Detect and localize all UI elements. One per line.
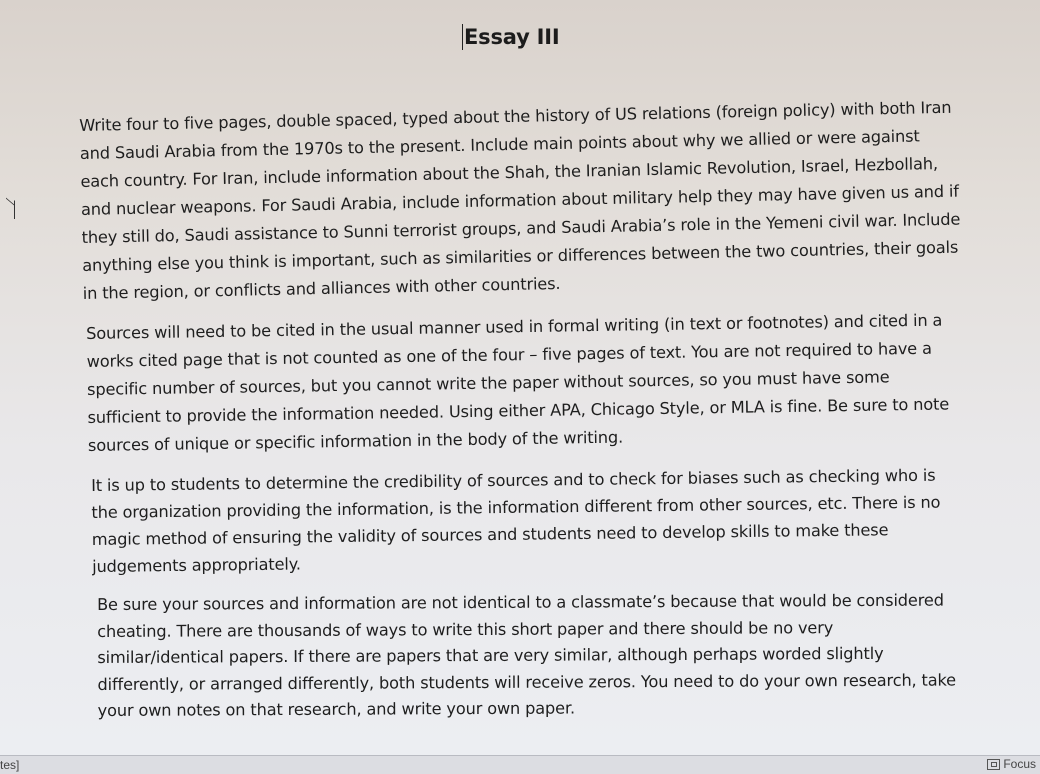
- paragraph-sources: Sources will need to be cited in the usual manner used in formal writing (in text or footnotes) and cited in a works cited page that is not counted as one of the four – five pages of text. You are not required to have a specific number of sources, but you cannot write the paper without sources, so you must have some sufficient to provide the information needed. Using either APA, Chicago Style, or MLA is fine. Be sure to note sources of unique or specific information in the body of the writing.: [86, 310, 950, 455]
- status-bar: [0, 755, 1040, 774]
- margin-bracket-icon: [6, 200, 15, 219]
- paragraph-credibility: It is up to students to determine the credibility of sources and to check for biases such as checking who is the organization providing the information, is the information different from other sources, etc. There is no magic method of ensuring the validity of sources and students need to develop skills to make these judgements appropriately.: [91, 465, 941, 576]
- focus-icon: [987, 759, 1000, 770]
- focus-mode-button[interactable]: [987, 757, 1036, 771]
- paragraph-cheating: Be sure your sources and information are not identical to a classmate’s because that would be considered cheating. There are thousands of ways to write this short paper and there should be no very similar/identical papers. If there are papers that are very similar, although perhaps worded slightly differently, or arranged differently, both students will receive zeros. You need to do your own research, take your own notes on that research, and write your own paper.: [97, 590, 956, 720]
- focus-label: Focus: [1003, 757, 1036, 771]
- page-title: Essay III: [464, 25, 560, 49]
- paragraph-assignment: Write four to five pages, double spaced, typed about the history of US relations (foreign policy) with both Iran and Saudi Arabia from the 1970s to the present. Include main points about why we allied or were against each country. For Iran, include information about the Shah, the Iranian Islamic Revolution, Israel, Hezbollah, and nuclear weapons. For Saudi Arabia, include information about military help they may have given us and if they still do, Saudi assistance to Sunni terrorist groups, and Saudi Arabia’s role in the Yemeni civil war. Include anything else you think is important, such as similarities or differences between the two countries, their goals in the region, or conflicts and alliances with other countries.: [79, 97, 961, 303]
- status-notes-label[interactable]: tes]: [0, 758, 20, 772]
